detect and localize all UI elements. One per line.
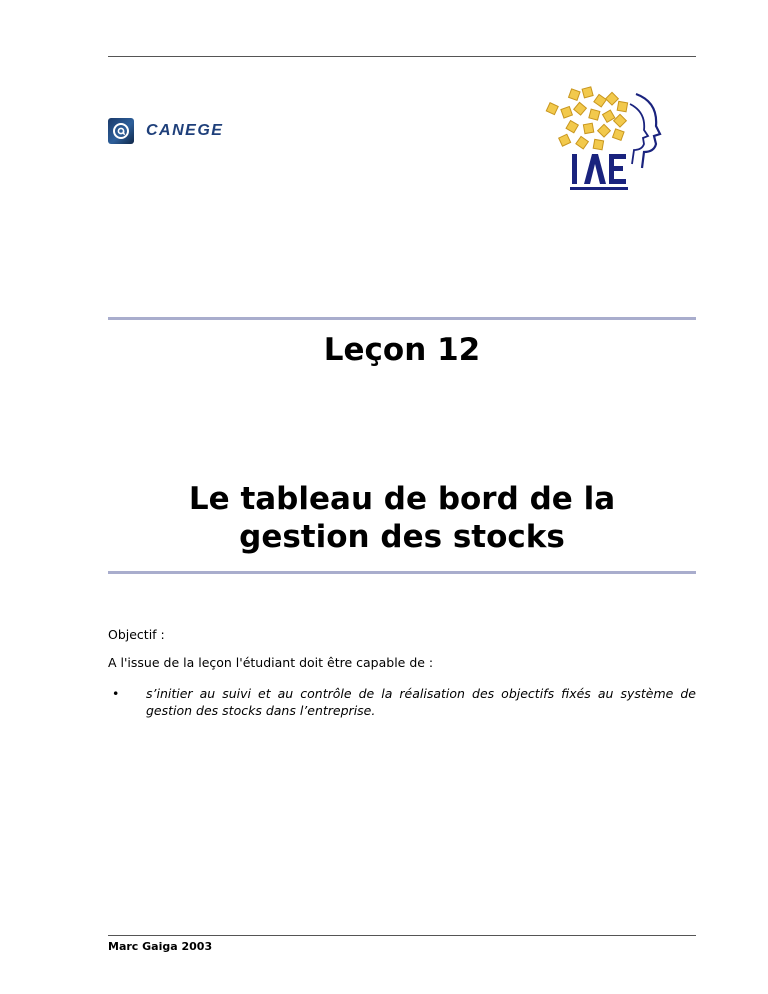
footer-author: Marc Gaiga 2003 (108, 940, 213, 953)
main-title-line-1: Le tableau de bord de la (188, 481, 616, 517)
objective-text: s’initier au suivi et au contrôle de la réalisation des objectifs fixés au système de gestion des stocks dans l’entreprise. (146, 686, 696, 718)
canege-logo-icon (108, 118, 134, 144)
title-rule-top (108, 317, 696, 320)
footer-rule (108, 935, 696, 936)
iae-logo-text: IAE (598, 182, 600, 183)
main-title-line-2: gestion des stocks (239, 519, 565, 555)
canege-brand-name: CANEGE (146, 122, 224, 139)
iae-logo (540, 82, 670, 197)
objective-intro: A l'issue de la leçon l'étudiant doit être capable de : (108, 655, 434, 670)
list-item (108, 685, 696, 719)
bullet-icon: • (112, 686, 120, 701)
objective-label: Objectif : (108, 627, 165, 642)
header-rule (108, 56, 696, 57)
title-rule-bottom (108, 571, 696, 574)
lesson-title: Leçon 12 (323, 332, 481, 368)
canege-brand (108, 118, 223, 144)
objectives-list (108, 685, 696, 719)
main-title (108, 480, 696, 556)
